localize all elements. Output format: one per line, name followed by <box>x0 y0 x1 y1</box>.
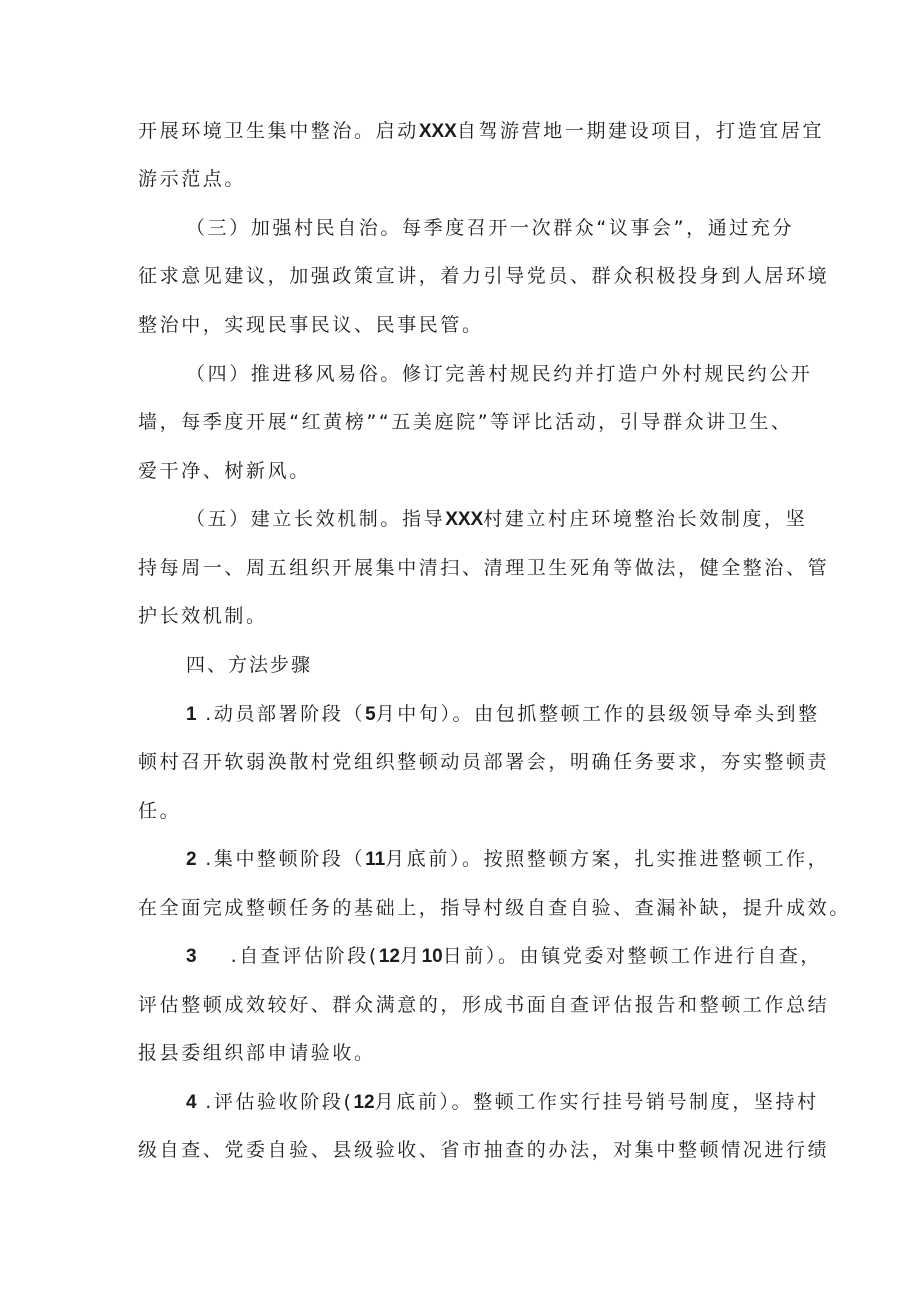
text-run: .自查评估阶段( <box>230 945 379 967</box>
paragraph-line <box>138 796 788 826</box>
text-run: 征求意见建议，加强政策宣讲，着力引导党员、群众积极投身到人居环境 <box>138 265 830 287</box>
text-run: 4 <box>186 1092 197 1113</box>
paragraph-line <box>186 844 836 874</box>
paragraph-line <box>186 504 836 534</box>
text-run: .集中整顿阶段（ <box>205 848 366 870</box>
text-run: 报县委组织部申请验收。 <box>138 1042 376 1064</box>
text-run: 评估整顿成效较好、群众满意的，形成书面自查评估报告和整顿工作总结 <box>138 994 830 1016</box>
paragraph-line <box>138 1038 788 1068</box>
paragraph-line <box>138 261 830 291</box>
text-run: 任。 <box>138 800 182 822</box>
paragraph-line <box>138 553 830 583</box>
text-run: （三）加强村民自治。每季度召开一次群众“议事会”，通过充分 <box>186 217 795 239</box>
text-run: 四、方法步骤 <box>186 654 313 676</box>
text-run: XXX <box>418 121 457 142</box>
paragraph-line <box>138 116 825 146</box>
paragraph-line <box>138 601 788 631</box>
text-run: 日前）。由镇党委对整顿工作进行自查， <box>442 945 823 967</box>
section-heading <box>186 650 836 680</box>
paragraph-line <box>138 310 788 340</box>
text-run: 护长效机制。 <box>138 605 268 627</box>
text-run: 月底前）。按照整顿方案，扎实推进整顿工作， <box>385 848 830 870</box>
text-run: 在全面完成整顿任务的基础上，指导村级自查自验、查漏补缺，提升成效。 <box>138 897 851 919</box>
text-run: 10 <box>421 946 443 967</box>
text-run: 12 <box>378 946 400 967</box>
text-run: XXX <box>445 509 484 530</box>
text-run: 月 <box>399 945 422 967</box>
text-run: 整治中，实现民事民议、民事民管。 <box>138 314 484 336</box>
paragraph-line <box>138 747 830 777</box>
paragraph-line <box>186 941 836 971</box>
paragraph-line <box>138 1135 830 1165</box>
text-run: （四）推进移风易俗。修订完善村规民约并打造户外村规民约公开 <box>186 363 813 385</box>
text-run: 12 <box>353 1092 375 1113</box>
paragraph-line <box>186 1087 836 1117</box>
paragraph-line <box>186 699 836 729</box>
text-run: 墙，每季度开展“红黄榜”“五美庭院”等评比活动，引导群众讲卫生、 <box>138 411 793 433</box>
paragraph-line <box>138 893 851 923</box>
paragraph-line <box>138 456 788 486</box>
paragraph-line <box>138 407 793 437</box>
paragraph-line <box>138 164 788 194</box>
paragraph-line <box>186 359 836 389</box>
text-run: 1 <box>186 704 197 725</box>
text-run: 开展环境卫生集中整治。启动 <box>138 120 419 142</box>
text-run: 持每周一、周五组织开展集中清扫、清理卫生死角等做法，健全整治、管 <box>138 557 830 579</box>
text-run: 级自查、党委自验、县级验收、省市抽查的办法，对集中整顿情况进行绩 <box>138 1139 830 1161</box>
paragraph-line <box>186 213 836 243</box>
text-run: .评估验收阶段( <box>205 1091 354 1113</box>
text-run: 2 <box>186 849 197 870</box>
text-run: 村建立村庄环境整治长效制度，坚 <box>483 508 808 530</box>
text-run: 月中旬）。由包抓整顿工作的县级领导牵头到整 <box>375 703 820 725</box>
text-run: 爱干净、树新风。 <box>138 460 311 482</box>
text-run: 自驾游营地一期建设项目，打造宜居宜 <box>456 120 825 142</box>
text-run: （五）建立长效机制。指导 <box>186 508 446 530</box>
text-run: 顿村召开软弱涣散村党组织整顿动员部署会，明确任务要求，夯实整顿责 <box>138 751 830 773</box>
text-run: 游示范点。 <box>138 168 247 190</box>
text-run: 月底前）。整顿工作实行挂号销号制度，坚持村 <box>374 1091 819 1113</box>
text-run: .动员部署阶段（ <box>205 703 366 725</box>
paragraph-line <box>138 990 830 1020</box>
text-run: 5 <box>365 704 376 725</box>
text-run: 11 <box>365 849 386 870</box>
text-run: 3 <box>186 946 197 967</box>
